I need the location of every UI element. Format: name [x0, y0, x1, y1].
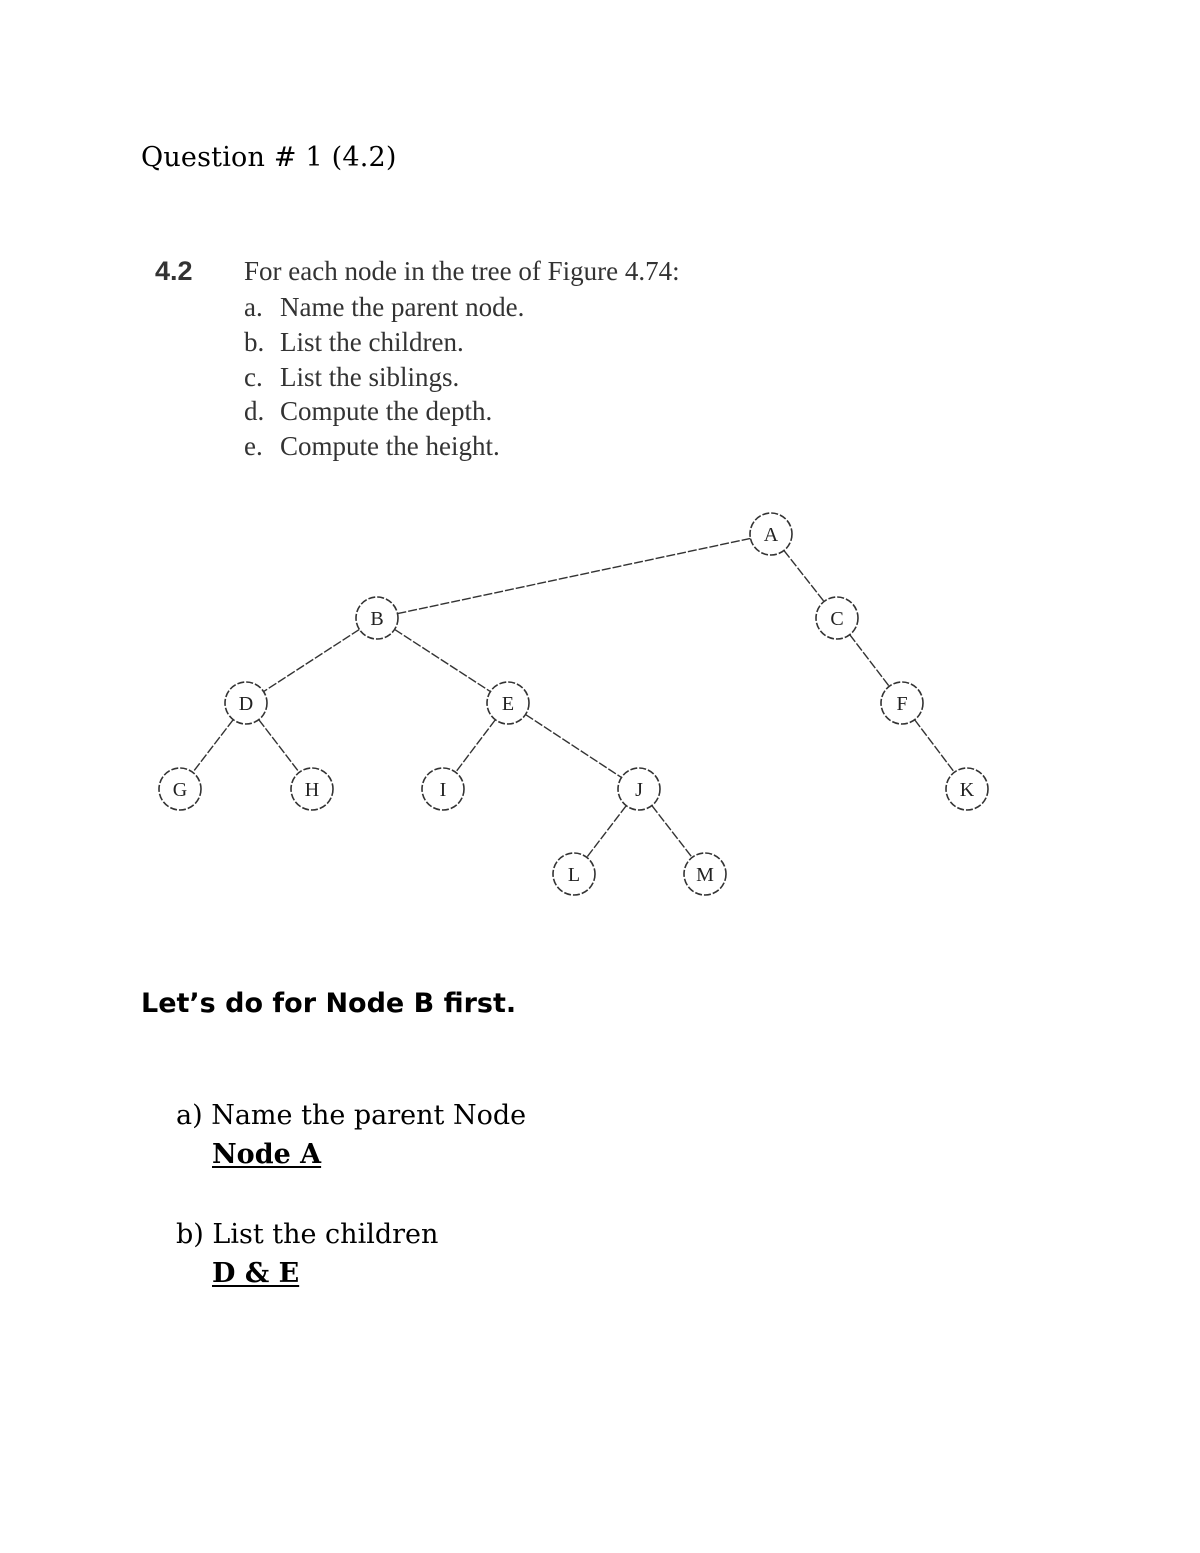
tree-node-label: M [696, 864, 714, 886]
tree-edge-j-m [652, 806, 692, 858]
tree-node-l [553, 853, 595, 895]
tree-node-label: B [370, 608, 384, 630]
tree-edge-j-l [587, 806, 626, 858]
problem-intro: For each node in the tree of Figure 4.74: [244, 256, 680, 286]
tree-node-h [291, 768, 333, 810]
tree-edge-a-b [398, 538, 751, 613]
tree-node-label: L [567, 864, 581, 886]
problem-number: 4.2 [155, 256, 193, 286]
section-heading: Let’s do for Node B first. [141, 988, 517, 1019]
tree-node-c [816, 597, 858, 639]
answer-b: D & E [212, 1258, 300, 1289]
tree-node-label: G [172, 779, 188, 801]
tree-edge-b-e [395, 629, 491, 691]
tree-node-label: D [238, 693, 254, 715]
answer-a: Node A [212, 1139, 322, 1170]
tree-node-j [618, 768, 660, 810]
problem-item-letter: b. [244, 326, 265, 357]
tree-edge-e-i [456, 720, 496, 772]
tree-edge-a-c [784, 551, 824, 602]
tree-node-label: E [501, 693, 515, 715]
answer-question-a: a) Name the parent Node [176, 1100, 527, 1131]
tree-node-d [225, 682, 267, 724]
problem-item-text: List the siblings. [280, 361, 460, 392]
problem-item-letter: e. [244, 431, 263, 462]
problem-item-letter: a. [244, 292, 263, 322]
tree-node-label: K [959, 779, 975, 801]
tree-edge-e-j [526, 715, 622, 778]
tree-node-label: I [439, 779, 447, 801]
tree-node-label: H [304, 779, 320, 801]
tree-node-g [159, 768, 201, 810]
answer-question-b: b) List the children [176, 1219, 439, 1250]
problem-item-text: Name the parent node. [280, 292, 525, 322]
tree-edge-f-k [915, 720, 955, 772]
tree-node-label: C [830, 608, 844, 630]
problem-item-letter: c. [244, 361, 263, 392]
tree-node-e [487, 682, 529, 724]
tree-node-label: A [763, 524, 779, 546]
tree-edge-c-f [850, 635, 889, 687]
tree-node-label: J [635, 779, 643, 801]
tree-node-b [356, 597, 398, 639]
tree-edge-d-g [193, 720, 233, 773]
tree-node-a [750, 513, 792, 555]
tree-node-label: F [896, 693, 908, 715]
problem-item-text: Compute the depth. [280, 396, 493, 427]
tree-node-i [422, 768, 464, 810]
problem-item-text: Compute the height. [280, 431, 500, 462]
tree-node-f [881, 682, 923, 724]
tree-edge-d-h [259, 720, 299, 773]
question-title: Question # 1 (4.2) [141, 142, 397, 173]
tree-node-m [684, 853, 726, 895]
tree-node-k [946, 768, 988, 810]
tree-edge-b-d [264, 629, 360, 691]
problem-item-letter: d. [244, 396, 265, 427]
problem-item-text: List the children. [280, 326, 464, 357]
